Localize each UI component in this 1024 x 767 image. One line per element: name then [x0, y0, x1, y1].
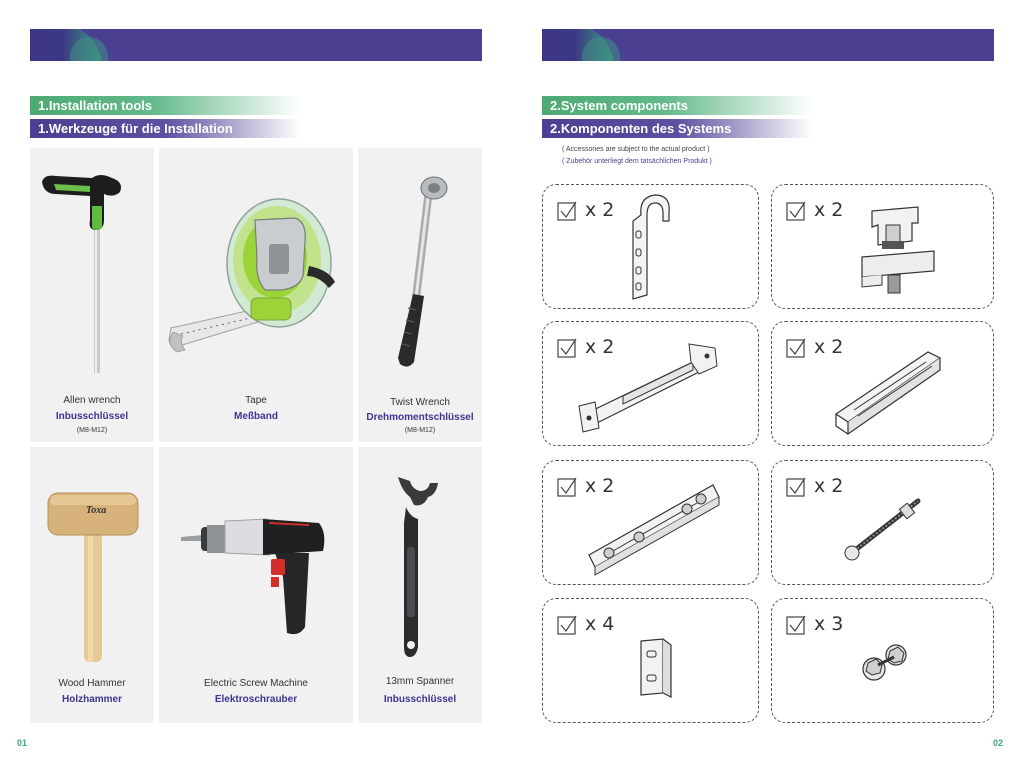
section-title-de: 2.Komponenten des Systems	[542, 119, 812, 138]
adjustable-bracket-icon	[579, 471, 729, 581]
tool-name-de: Meßband	[234, 411, 278, 422]
aluminum-rail-icon	[828, 334, 948, 440]
checkbox-icon	[557, 201, 577, 221]
left-header-bar	[30, 29, 482, 61]
component-box-adjustable-bracket	[542, 460, 759, 585]
component-box-roof-hook	[542, 184, 759, 309]
accessories-note-en: ( Accessories are subject to the actual product )	[562, 146, 710, 153]
checkbox-icon	[786, 477, 806, 497]
tool-name-de: Inbusschlüssel	[55, 411, 129, 422]
section-title-en: 2.System components	[542, 96, 812, 115]
tool-card-electric-screwdriver	[159, 447, 353, 723]
tool-spec: (M8-M12)	[404, 427, 436, 434]
rail-connector-icon	[633, 635, 683, 705]
tool-name-de: Elektroschrauber	[214, 694, 298, 705]
component-box-bolt-nut-set	[771, 598, 994, 723]
component-box-long-bolt	[771, 460, 994, 585]
tool-spec: (M8-M12)	[76, 427, 108, 434]
checkbox-icon	[786, 338, 806, 358]
telescopic-leg-icon	[573, 336, 733, 440]
component-quantity: x 2	[585, 475, 615, 497]
tool-card-wood-hammer	[30, 447, 154, 723]
hammer-brand-text: Toxa	[86, 505, 107, 516]
long-bolt-icon	[838, 489, 928, 569]
checkbox-icon	[557, 477, 577, 497]
tool-name-en: Twist Wrench	[390, 397, 450, 408]
tool-name-en: Allen wrench	[63, 395, 121, 406]
tool-name-de: Drehmomentschlüssel	[366, 412, 474, 423]
page-number-left: 01	[17, 738, 28, 748]
section-title-en: 1.Installation tools	[30, 96, 300, 115]
component-quantity: x 2	[585, 199, 615, 221]
component-quantity: x 2	[585, 336, 615, 358]
component-quantity: x 2	[814, 475, 844, 497]
tool-name-de: Holzhammer	[61, 694, 122, 705]
page-number-right: 02	[993, 738, 1004, 748]
tool-name-en: Tape	[245, 395, 267, 406]
component-quantity: x 2	[814, 336, 844, 358]
tool-name-en: Wood Hammer	[58, 678, 126, 689]
tool-card-allen-wrench	[30, 148, 154, 442]
right-header-bar	[542, 29, 994, 61]
component-box-rail-connector	[542, 598, 759, 723]
component-quantity: x 4	[585, 613, 615, 635]
component-quantity: x 2	[814, 199, 844, 221]
roof-hook-icon	[625, 191, 685, 303]
component-box-aluminum-rail	[771, 321, 994, 446]
checkbox-icon	[786, 201, 806, 221]
tool-card-tape	[159, 148, 353, 442]
component-box-end-clamp	[771, 184, 994, 309]
tool-name-en: Electric Screw Machine	[204, 678, 308, 689]
checkbox-icon	[786, 615, 806, 635]
component-quantity: x 3	[814, 613, 844, 635]
bolt-nut-set-icon	[858, 639, 918, 689]
component-box-telescopic-leg	[542, 321, 759, 446]
tool-name-en: 13mm Spanner	[385, 676, 455, 687]
tool-name-de: Inbusschlüssel	[383, 694, 457, 705]
checkbox-icon	[557, 615, 577, 635]
tool-card-spanner	[358, 447, 482, 723]
accessories-note-de: ( Zubehör unterliegt dem tatsächlichen Produkt )	[562, 158, 712, 165]
tool-card-twist-wrench	[358, 148, 482, 442]
section-title-de: 1.Werkzeuge für die Installation	[30, 119, 300, 138]
end-clamp-icon	[842, 197, 942, 303]
